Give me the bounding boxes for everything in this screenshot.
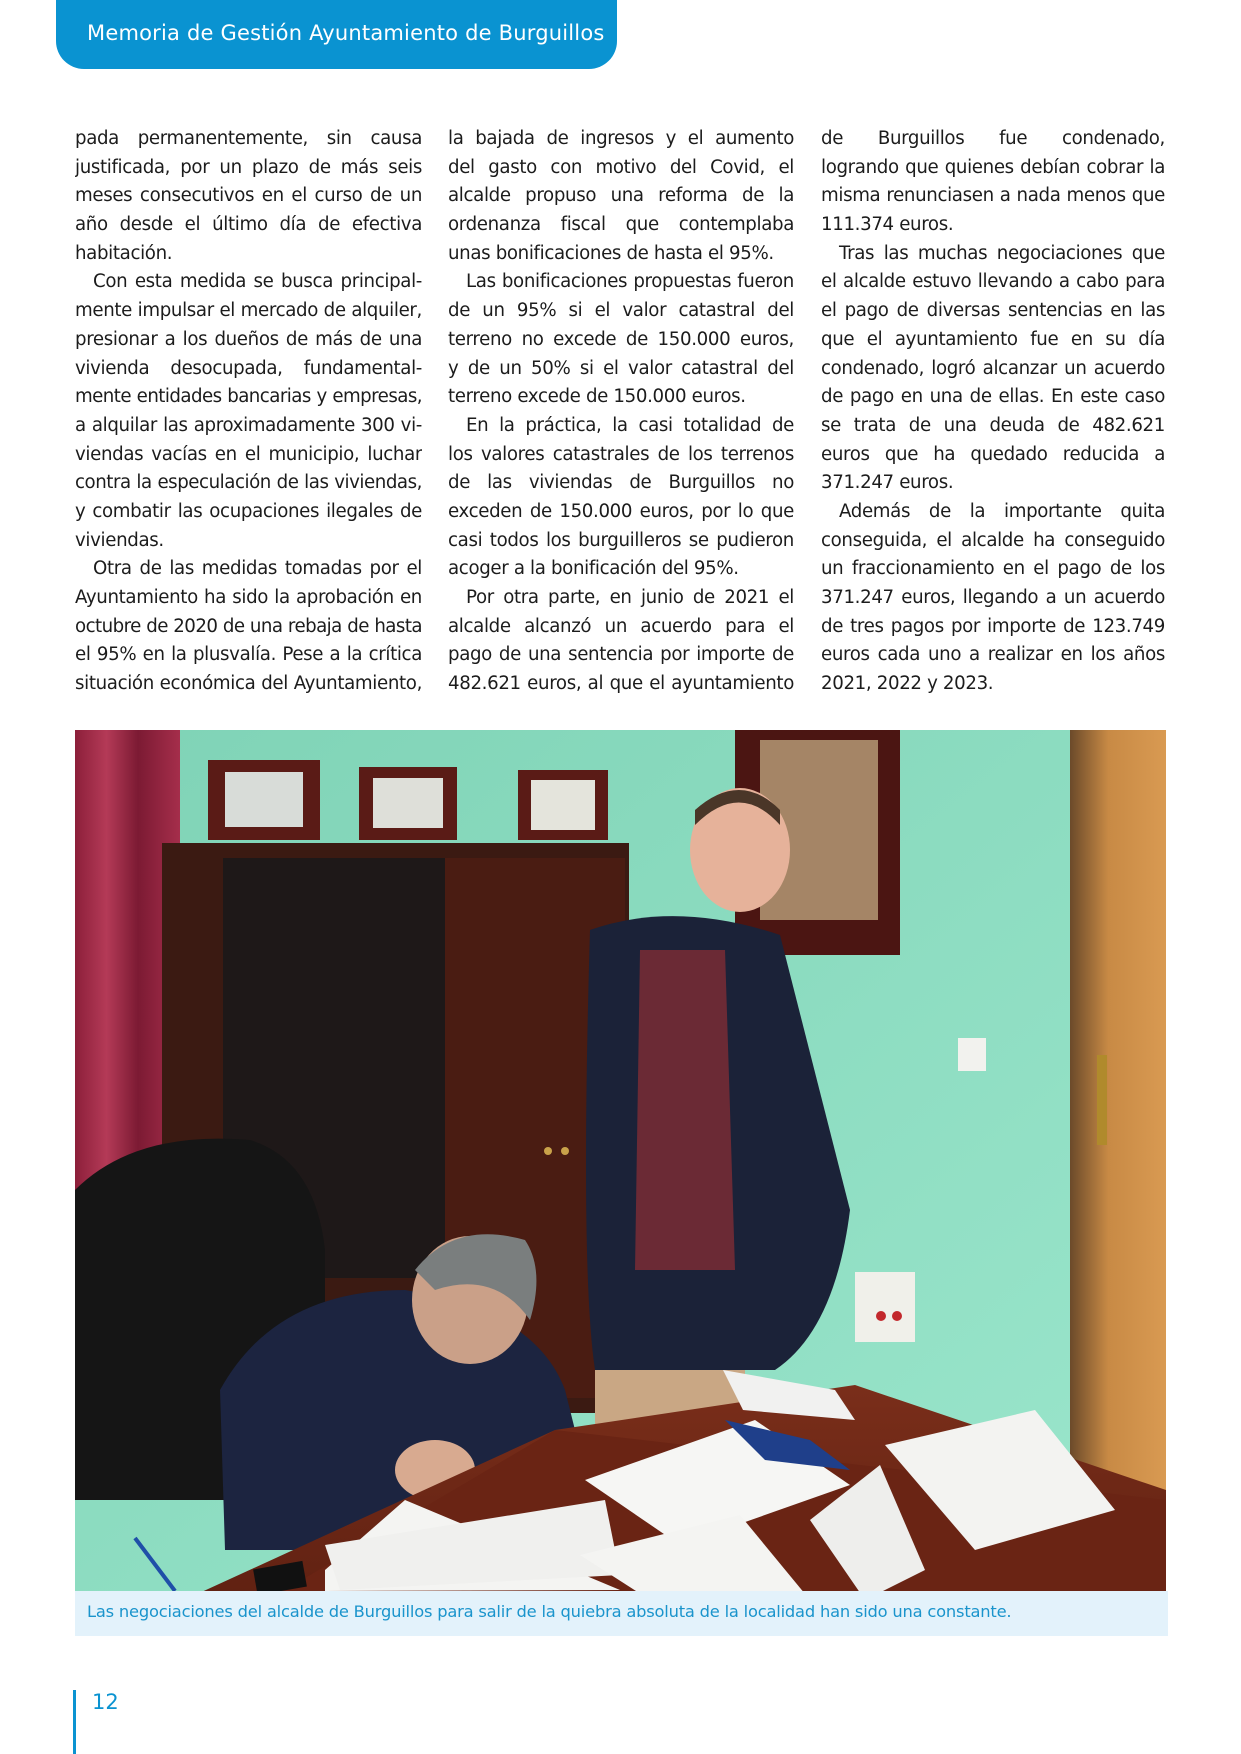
body-text-line: 2021, 2022 y 2023. <box>821 673 994 695</box>
body-text-line: viendas vacías en el municipio, luchar <box>75 443 422 465</box>
article-photo <box>75 730 1166 1591</box>
body-text-line: 482.621 euros, al que el ayuntamiento <box>448 673 794 695</box>
body-text-line: pada permanentemente, sin causa <box>75 128 422 149</box>
text-column-3 <box>821 125 1165 699</box>
body-text-line: habitación. <box>75 242 173 264</box>
body-text-line: Tras las muchas negociaciones que <box>839 242 1165 264</box>
body-text-line: Con esta medida se busca principal- <box>93 271 422 293</box>
text-column-1 <box>75 125 422 699</box>
body-text-line: 371.247 euros, llegando a un acuerdo <box>821 587 1165 608</box>
body-text-line: situación económica del Ayuntamiento, <box>75 673 422 695</box>
publication-title: Memoria de Gestión Ayuntamiento de Burguillos <box>87 21 605 45</box>
body-text-line: de las viviendas de Burguillos no <box>448 472 794 494</box>
body-text-line: la bajada de ingresos y el aumento <box>448 128 794 149</box>
body-text-line: el 95% en la plusvalía. Pese a la crítica <box>75 644 422 666</box>
body-text-line: misma renunciasen a nada menos que <box>821 185 1165 207</box>
body-text-line: el pago de diversas sentencias en las <box>821 300 1165 322</box>
body-text-line: En la práctica, la casi totalidad de <box>466 414 794 436</box>
body-text-line: octubre de 2020 de una rebaja de hasta <box>75 615 422 637</box>
body-text-line: contra la especulación de las viviendas, <box>75 472 422 494</box>
body-text-line: acoger a la bonificación del 95%. <box>448 558 739 580</box>
body-text-line: y combatir las ocupaciones ilegales de <box>75 500 422 522</box>
body-text-line: de un 95% si el valor catastral del <box>448 300 794 322</box>
body-text-line: viviendas. <box>75 529 164 551</box>
body-text-line: alcalde propuso una reforma de la <box>448 185 794 207</box>
photo-caption: Las negociaciones del alcalde de Burguillos para salir de la quiebra absoluta de la localidad han sido una constante. <box>87 1602 1012 1621</box>
body-text-line: terreno excede de 150.000 euros. <box>448 386 746 408</box>
body-text-line: se trata de una deuda de 482.621 <box>821 414 1165 436</box>
body-text-line: conseguida, el alcalde ha conseguido <box>821 529 1165 551</box>
body-text-line: casi todos los burguilleros se pudieron <box>448 529 794 551</box>
body-text-line: exceden de 150.000 euros, por lo que <box>448 500 794 522</box>
body-text-line: euros cada uno a realizar en los años <box>821 644 1165 666</box>
text-column-2 <box>448 125 794 699</box>
body-text-line: del gasto con motivo del Covid, el <box>448 156 794 178</box>
body-text-line: Ayuntamiento ha sido la aprobación en <box>75 587 422 608</box>
body-text-line: el alcalde estuvo llevando a cabo para <box>821 271 1165 293</box>
body-text-line: 371.247 euros. <box>821 472 954 494</box>
body-text-line: mente impulsar el mercado de alquiler, <box>75 300 422 322</box>
body-text-line: 111.374 euros. <box>821 214 954 236</box>
body-text-line: que el ayuntamiento fue en su día <box>821 328 1165 350</box>
body-text-line: presionar a los dueños de más de una <box>75 328 422 350</box>
body-text-line: alcalde alcanzó un acuerdo para el <box>448 615 794 637</box>
body-text-line: un fraccionamiento en el pago de los <box>821 558 1165 580</box>
body-text-line: pago de una sentencia por importe de <box>448 644 794 666</box>
body-text-line: meses consecutivos en el curso de un <box>75 185 422 207</box>
body-text-line: ordenanza fiscal que contemplaba <box>448 214 794 236</box>
body-text-line: justificada, por un plazo de más seis <box>75 156 422 178</box>
body-text-line: terreno no excede de 150.000 euros, <box>448 328 794 350</box>
body-text-line: Otra de las medidas tomadas por el <box>93 558 422 580</box>
header-band <box>56 0 617 69</box>
body-text-line: a alquilar las aproximadamente 300 vi- <box>75 414 422 436</box>
body-text-line: euros que ha quedado reducida a <box>821 443 1165 465</box>
body-text-line: unas bonificaciones de hasta el 95%. <box>448 242 774 264</box>
body-text-line: Por otra parte, en junio de 2021 el <box>466 587 794 608</box>
photo-caption-box <box>75 1591 1168 1636</box>
page-number-rule <box>73 1690 76 1754</box>
body-text-line: los valores catastrales de los terrenos <box>448 443 794 465</box>
body-text-line: mente entidades bancarias y empresas, <box>75 386 422 408</box>
page-number: 12 <box>92 1690 119 1714</box>
body-text-line: Además de la importante quita <box>839 500 1165 522</box>
body-text-line: de pago en una de ellas. En este caso <box>821 386 1165 408</box>
body-text-line: vivienda desocupada, fundamental- <box>75 357 422 379</box>
body-text-line: condenado, logró alcanzar un acuerdo <box>821 357 1165 379</box>
body-text-line: y de un 50% si el valor catastral del <box>448 357 794 379</box>
body-text-line: Las bonificaciones propuestas fueron <box>466 271 794 293</box>
body-text-line: de Burguillos fue condenado, <box>821 128 1165 149</box>
body-text-line: logrando que quienes debían cobrar la <box>821 156 1165 178</box>
body-text-line: año desde el último día de efectiva <box>75 214 422 236</box>
office-signing-photo <box>75 730 1166 1591</box>
body-text-line: de tres pagos por importe de 123.749 <box>821 615 1165 637</box>
